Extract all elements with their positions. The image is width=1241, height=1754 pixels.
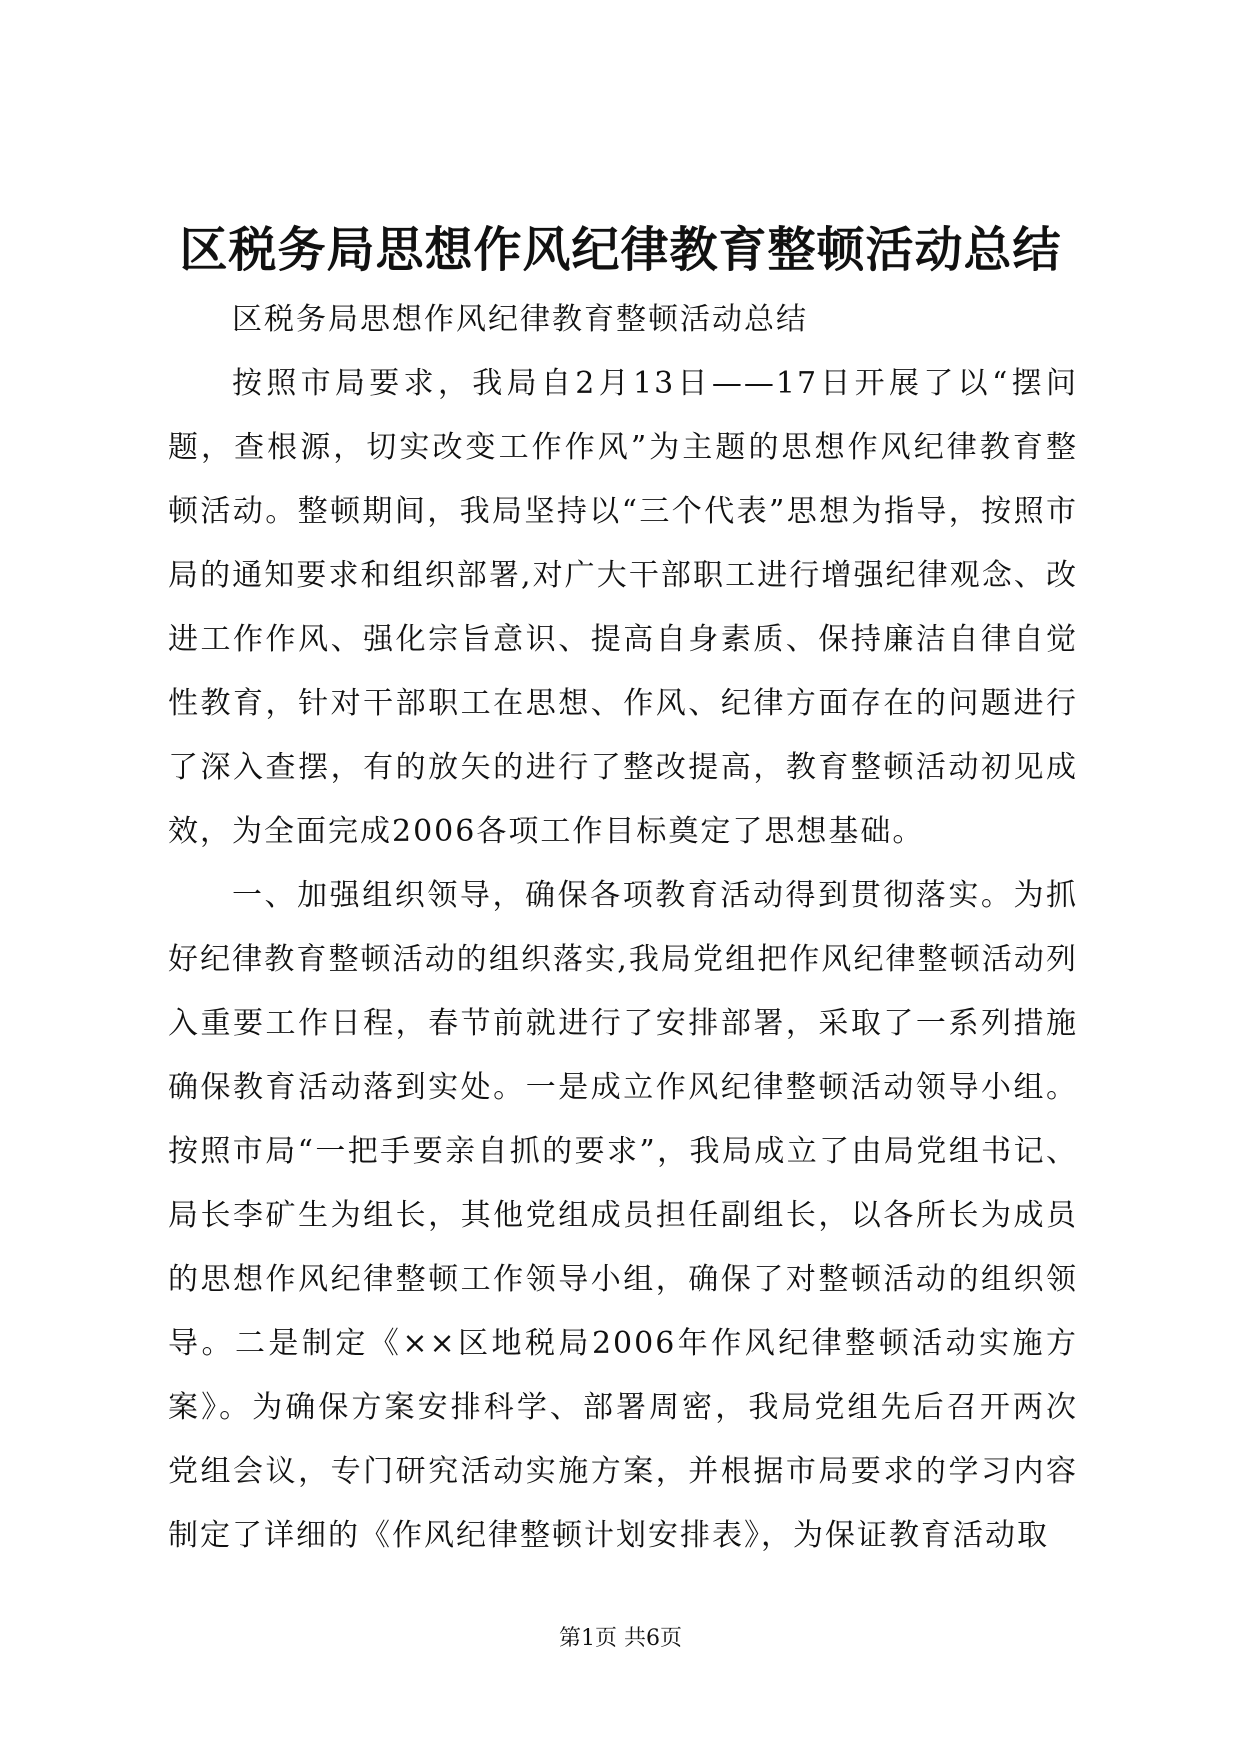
body-paragraph-3: 一、加强组织领导，确保各项教育活动得到贯彻落实。为抓好纪律教育整顿活动的组织落实,我局党组把作风纪律整顿活动列入重要工作日程，春节前就进行了安排部署，采取了一系列措施确保教育活动落到实处。一是成立作风纪律整顿活动领导小组。按照市局“一把手要亲自抓的要求”，我局成立了由局党组书记、局长李矿生为组长，其他党组成员担任副组长，以各所长为成员的思想作风纪律整顿工作领导小组，确保了对整顿活动的组织领导。二是制定《××区地税局2006年作风纪律整顿活动实施方案》。为确保方案安排科学、部署周密，我局党组先后召开两次党组会议，专门研究活动实施方案，并根据市局要求的学习内容制定了详细的《作风纪律整顿计划安排表》，为保证教育活动取 — [168, 878, 1078, 1553]
document-body — [168, 288, 1078, 1568]
body-paragraph-1: 区税务局思想作风纪律教育整顿活动总结 — [232, 302, 808, 337]
page-footer: 第1页 共6页 — [559, 1626, 682, 1651]
body-paragraph-2: 按照市局要求，我局自2月13日——17日开展了以“摆问题，查根源，切实改变工作作风”为主题的思想作风纪律教育整顿活动。整顿期间，我局坚持以“三个代表”思想为指导，按照市局的通知要求和组织部署,对广大干部职工进行增强纪律观念、改进工作作风、强化宗旨意识、提高自身素质、保持廉洁自律自觉性教育，针对干部职工在思想、作风、纪律方面存在的问题进行了深入查摆，有的放矢的进行了整改提高，教育整顿活动初见成效，为全面完成2006各项工作目标奠定了思想基础。 — [168, 366, 1078, 849]
document-title: 区税务局思想作风纪律教育整顿活动总结 — [179, 222, 1062, 278]
